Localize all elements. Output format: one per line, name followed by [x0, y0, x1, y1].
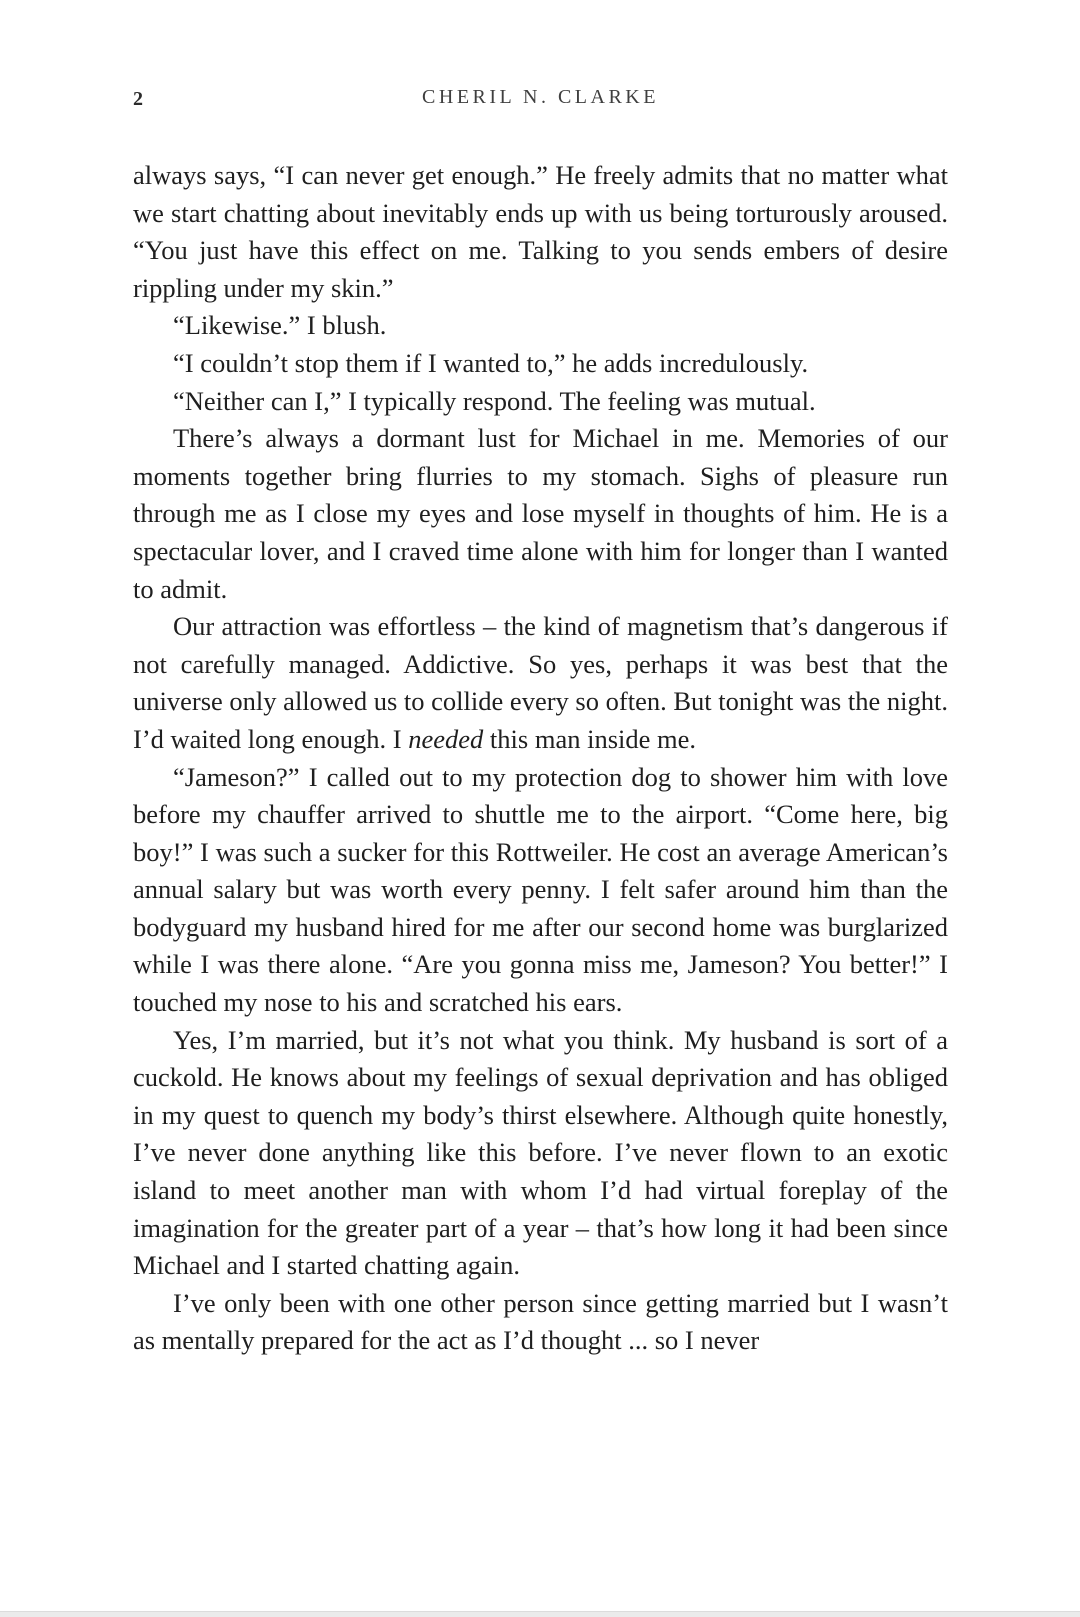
bottom-edge-divider: [0, 1611, 1080, 1617]
text-segment: always says, “I can never get enough.” He freely admits that no matter what we start chatting about inevitably ends up with us being torturously aroused. “You just have this effect on me. Talking to you sends embers of desire rippling under my skin.”: [133, 160, 948, 303]
paragraph: [133, 383, 948, 421]
page-body: [133, 157, 948, 1360]
paragraph: [133, 608, 948, 758]
paragraph: [133, 157, 948, 307]
text-segment: this man inside me.: [483, 723, 697, 754]
text-segment: There’s always a dormant lust for Michael in me. Memories of our moments together bring flurries to my stomach. Sighs of pleasure run through me as I close my eyes and lose myself in thoughts of him. He is a spectacular lover, and I craved time alone with him for longer than I wanted to admit.: [133, 423, 948, 604]
page-number: 2: [133, 88, 143, 110]
text-segment: “Likewise.” I blush.: [173, 310, 387, 341]
paragraph: [133, 307, 948, 345]
paragraph: [133, 345, 948, 383]
text-segment: Our attraction was effortless – the kind of magnetism that’s dangerous if not carefully managed. Addictive. So yes, perhaps it was best that the universe only allowed us to collide every so often. But tonight was the night. I’d waited long enough. I: [133, 611, 948, 754]
text-segment: Yes, I’m married, but it’s not what you think. My husband is sort of a cuckold. He knows about my feelings of sexual deprivation and has obliged in my quest to quench my body’s thirst elsewhere. Although quite honestly, I’ve never done anything like this before. I’ve never flown to an exotic island to meet another man with whom I’d had virtual foreplay of the imagination for the greater part of a year – that’s how long it had been since Michael and I started chatting again.: [133, 1024, 948, 1281]
text-segment: “Jameson?” I called out to my protection dog to shower him with love before my chauffer arrived to shuttle me to the airport. “Come here, big boy!” I was such a sucker for this Rottweiler. He cost an average American’s annual salary but was worth every penny. I felt safer around him than the bodyguard my husband hired for me after our second home was burglarized while I was there alone. “Are you gonna miss me, Jameson? You better!” I touched my nose to his and scratched his ears.: [133, 761, 948, 1018]
paragraph: [133, 1022, 948, 1285]
text-segment: I’ve only been with one other person since getting married but I wasn’t as mentally prepared for the act as I’d thought ... so I never: [133, 1287, 948, 1356]
paragraph: [133, 1285, 948, 1360]
author-running-title: CHERIL N. CLARKE: [422, 86, 659, 108]
text-segment: “I couldn’t stop them if I wanted to,” he adds incredulously.: [173, 347, 809, 378]
running-header: [133, 86, 948, 116]
paragraph: [133, 420, 948, 608]
text-segment: “Neither can I,” I typically respond. The feeling was mutual.: [173, 385, 816, 416]
paragraph: [133, 759, 948, 1022]
italic-text: needed: [408, 723, 484, 754]
